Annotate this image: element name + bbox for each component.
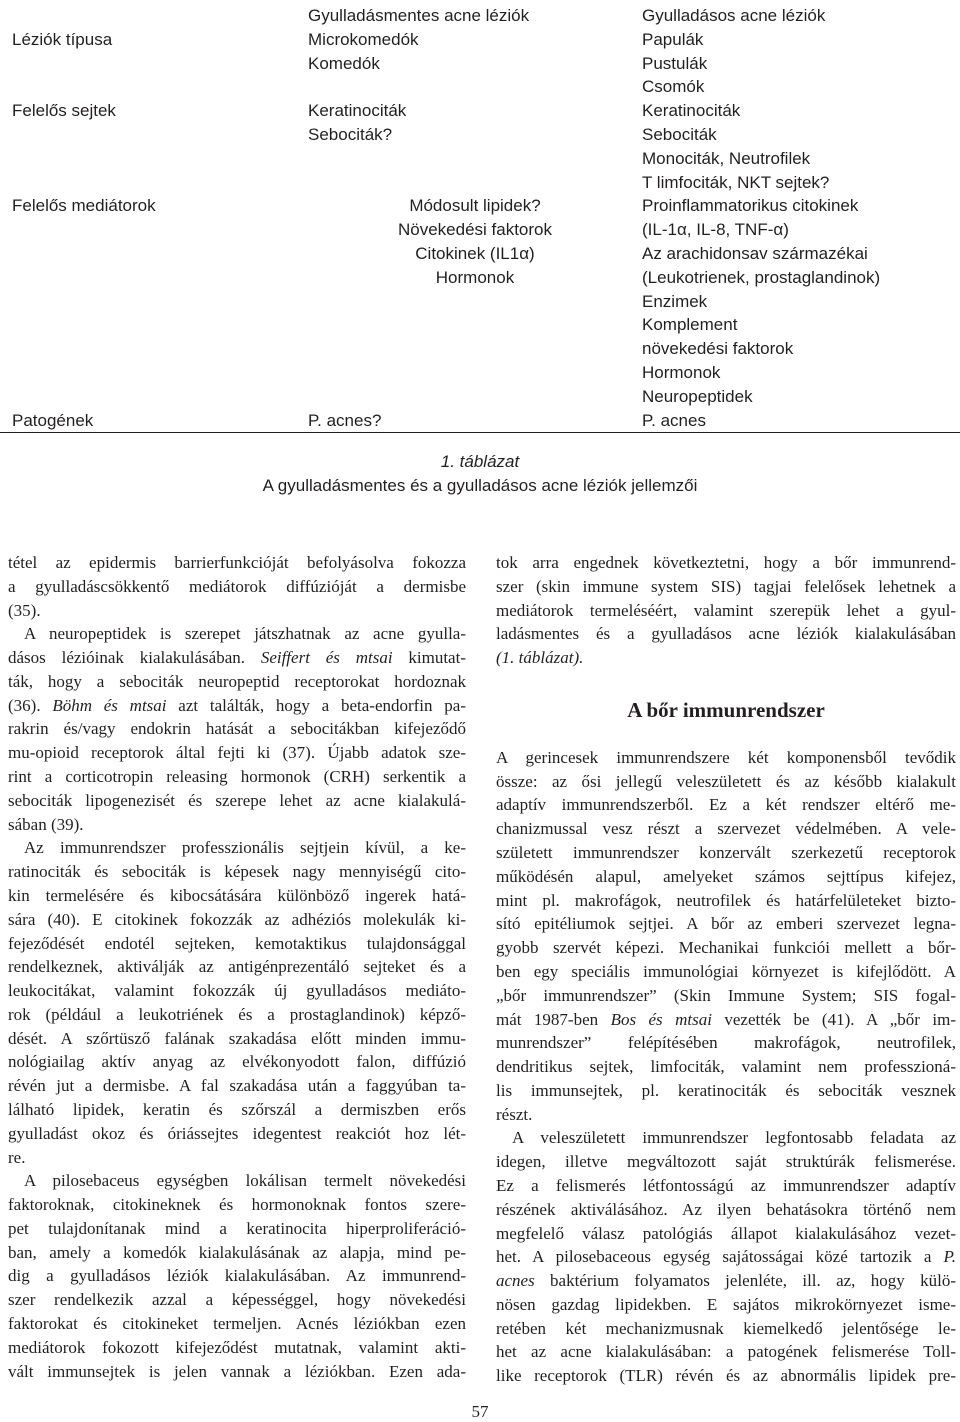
section-heading: A bőr immunrendszer [627,697,825,722]
text-column-right: tok arra engednek következtetni, hogy a bőr immunrend- szer (skin immune system SIS) tagjai felelősek lehetnek a mediátorok termeléséért, valamint szerepük lehet a gyul- ladásmentes és a gyulladásos acne léziók kialakulásában (1. táblázat). A bőr immunrendszer A gerincesek immunrendszere két komponensből tevődik össze: az ősi jellegű veleszületett és az később kialakult adaptív immunrendszerből. Ez a két rendszer eltérő me- chanizmussal vesz részt a szervezet védelmében. A vele- született immunrendszer konzervált szerkezetű receptorok működésén alapul, amelyeket számos sejttípus kifejez, mint pl. makrofágok, neutrofilek és határfelületeket bizto- sító epitéliumok sejtjei. A bőr az emberi szervezet legna- gyobb szervét képezi. Mechanikai funkciói mellett a bőr- ben egy speciális immunológiai környezet is kifejlődött. A „bőr immunrendszer” (Skin Immune System; SIS fogal- mát 1987-ben Bos és mtsai vezették be (41). A „bőr im- munrendszer” felépítésében makrofágok, neutrofilek, dendritikus sejtek, limfociták, valamint nem professzioná- lis immunsejtek, pl. keratinociták és sebociták vesznek részt. A veleszületett immunrendszer legfontosabb feladata az idegen, illetve megváltozott saját struktúrák felismerése. Ez a felismerés létfontosságú az immunrendszer adaptív részének aktiválásához. Az ilyen behatásokra történő nem megfelelő válasz patológiás állapot kialakulásához vezet- het. A pilosebaceous egység sajátosságai közé tartozik a P. acnes baktérium folyamatos jelenléte, ill. az, hogy külö- nösen gazdag lipidekben. E sajátos mikrokörnyezet isme- retében két mechanizmusnak kiemelkedő jelentősége le- het az acne kialakulásában: a patogének felismerése Toll- like receptorok (TLR) révén és az abnormális lipidek pre- [496,553,957,1386]
table-caption-number: 1. táblázat [440,452,520,471]
table-caption [0,450,960,498]
table-caption-text: A gyulladásmentes és a gyulladásos acne léziók jellemzői [262,476,698,495]
table-row [0,409,960,433]
species-name: acnes [496,1271,535,1291]
table-cell: P. acnes [642,409,960,433]
table-cell: P. acnes? [308,409,642,433]
table-row-label: Felelős sejtek [12,101,116,121]
author-citation: Seiffert és mtsai [260,648,393,668]
table-header-cell: Léziók típusa [12,30,113,49]
text-column-left: tétel az epidermis barrierfunkcióját befolyásolva fokozza a gyulladáscsökkentő mediátorok diffúzióját a dermisbe (35). A neuropeptidek is szerepet játszhatnak az acne gyulla- dásos lézióinak kialakulásában. Seiffert és mtsai kimutat- ták, hogy a sebociták neuropeptid receptorokat hordoznak (36). Böhm és mtsai azt találták, hogy a beta-endorfin pa- rakrin és/vagy endokrin hatását a sebocitákban kifejeződő mu-opioid receptorok által fejti ki (37). Újabb adatok sze- rint a corticotropin releasing hormonok (CRH) serkentik a sebociták lipogenezisét és szerepe lehet az acne kialakulá- sában (39). Az immunrendszer professzionális sejtjein kívül, a ke- ratinociták és sebociták is képesek nagy mennyiségű cito- kin termelésére és kibocsátására különböző ingerek hatá- sára (40). E citokinek fokozzák az adhéziós molekulák ki- fejeződését endotél sejteken, kemotaktikus tulajdonsággal rendelkeznek, aktiválják az antigénprezentáló sejteket és a leukocitákat, valamint fokozzák új gyulladásos mediáto- rok (például a leukotriének és a prostaglandinok) képző- dését. A szőrtüsző falának szakadása előtt minden immu- nológiailag aktív anyag az elvékonyodott falon, diffúzió révén jut a dermisbe. A fal szakadása után a faggyúban ta- lálható lipidek, keratin és szőrszál a dermiszben erős gyulladást okoz és óriássejtes idegentest reakciót hoz lét- re. A pilosebaceus egységben lokálisan termelt növekedési faktoroknak, citokineknek és hormonoknak fontos szere- pet tulajdonítanak mind a keratinocita hiperproliferáció- ban, amely a komedók kialakulásának az alapja, mind pe- dig a gyulladásos léziók kialakulásában. Az immunrend- szer rendelkezik azzal a képességgel, hogy növekedési faktorokat és citokineket termeljen. Acnés léziókban ezen mediátorok fokozott kifejeződést mutatnak, valamint akti- vált immunsejtek is jelen vannak a léziókban. Ezen ada- [8,553,466,1381]
paragraph-line: (36). Böhm és mtsai azt találták, hogy a beta-endorfin pa- [8,695,466,715]
species-name: P. [943,1247,956,1267]
paragraph-line: mát 1987-ben Bos és mtsai vezették be (41). A „bőr im- [496,1009,957,1029]
table-cell: Keratinociták Sebociták? [308,101,407,144]
table-header-cell: Gyulladásmentes acne léziók Microkomedók Komedók [308,6,530,73]
paragraph-line: acnes baktérium folyamatos jelenléte, ill. az, hogy külö- [496,1271,956,1291]
author-citation: Bos és mtsai [610,1009,712,1029]
table-row-label: Felelős mediátorok [12,196,156,216]
table-reference: (1. táblázat). [496,648,584,668]
table-row-label: Patogének [0,409,308,433]
table-row [0,194,960,408]
table-header-cell: Gyulladásos acne léziók Papulák Pustulák Csomók [642,6,826,97]
page-number: 57 [471,1402,489,1421]
lesion-table [0,4,960,433]
table-row [0,99,960,194]
paragraph-line: het. A pilosebaceous egység sajátosságai közé tartozik a P. [496,1247,956,1267]
table-cell: Keratinociták Sebociták Monociták, Neutrofilek T limfociták, NKT sejtek? [642,101,830,192]
paragraph-line: dásos lézióinak kialakulásában. Seiffert és mtsai kimutat- [8,648,466,668]
table-cell: Módosult lipidek? Növekedési faktorok Citokinek (IL1α) Hormonok [397,196,553,287]
table-cell: Proinflammatorikus citokinek (IL-1α, IL-8, TNF-α) Az arachidonsav származékai (Leukotrienek, prostaglandinok) Enzimek Komplement növekedési faktorok Hormonok Neuropeptidek [642,196,881,406]
table-header-row [0,4,960,99]
author-citation: Böhm és mtsai [52,695,167,715]
